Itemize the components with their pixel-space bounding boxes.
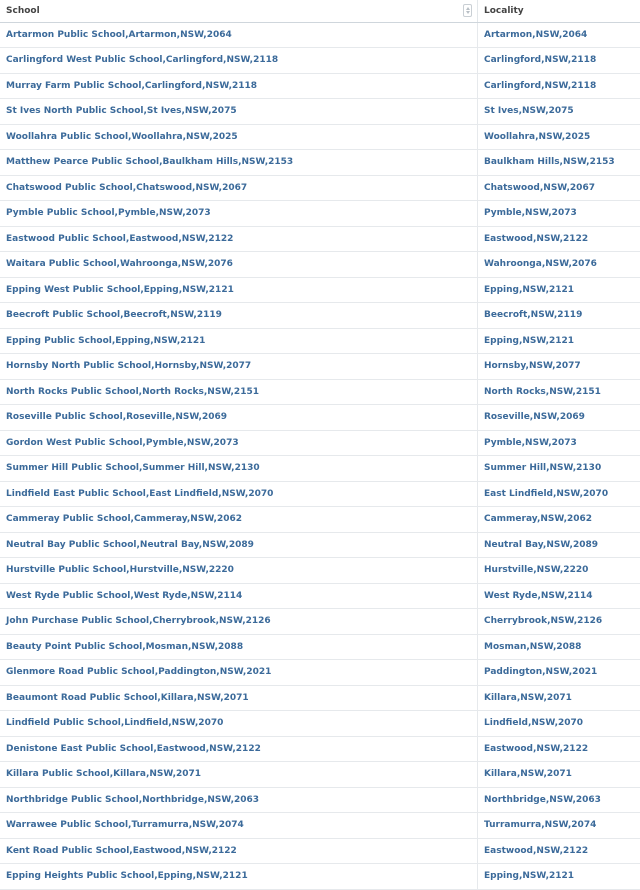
locality-cell[interactable]: Killara,NSW,2071 xyxy=(478,762,640,788)
table-row[interactable] xyxy=(0,124,640,150)
table-row[interactable] xyxy=(0,150,640,176)
school-cell[interactable]: Epping West Public School,Epping,NSW,2121 xyxy=(0,277,478,303)
column-header-school-label: School xyxy=(6,6,40,16)
table-row[interactable] xyxy=(0,252,640,278)
table-row[interactable] xyxy=(0,354,640,380)
locality-cell[interactable]: Carlingford,NSW,2118 xyxy=(478,73,640,99)
locality-cell[interactable]: Epping,NSW,2121 xyxy=(478,864,640,890)
locality-cell[interactable]: Killara,NSW,2071 xyxy=(478,685,640,711)
column-header-locality-label: Locality xyxy=(484,6,524,16)
school-cell[interactable]: Neutral Bay Public School,Neutral Bay,NSW,2089 xyxy=(0,532,478,558)
school-cell[interactable]: Warrawee Public School,Turramurra,NSW,2074 xyxy=(0,813,478,839)
locality-cell[interactable]: West Ryde,NSW,2114 xyxy=(478,583,640,609)
locality-cell[interactable]: Turramurra,NSW,2074 xyxy=(478,813,640,839)
locality-cell[interactable]: Eastwood,NSW,2122 xyxy=(478,838,640,864)
school-cell[interactable]: Matthew Pearce Public School,Baulkham Hills,NSW,2153 xyxy=(0,150,478,176)
locality-cell[interactable]: Carlingford,NSW,2118 xyxy=(478,48,640,74)
table-row[interactable] xyxy=(0,22,640,48)
locality-cell[interactable]: Pymble,NSW,2073 xyxy=(478,430,640,456)
locality-cell[interactable]: Eastwood,NSW,2122 xyxy=(478,226,640,252)
column-header-locality[interactable] xyxy=(478,0,640,22)
table-row[interactable] xyxy=(0,507,640,533)
locality-cell[interactable]: Roseville,NSW,2069 xyxy=(478,405,640,431)
locality-cell[interactable]: Lindfield,NSW,2070 xyxy=(478,711,640,737)
table-row[interactable] xyxy=(0,405,640,431)
table-row[interactable] xyxy=(0,736,640,762)
table-row[interactable] xyxy=(0,583,640,609)
table-row[interactable] xyxy=(0,277,640,303)
table-row[interactable] xyxy=(0,532,640,558)
column-header-school[interactable] xyxy=(0,0,478,22)
table-row[interactable] xyxy=(0,379,640,405)
school-cell[interactable]: Artarmon Public School,Artarmon,NSW,2064 xyxy=(0,22,478,48)
school-cell[interactable]: North Rocks Public School,North Rocks,NSW,2151 xyxy=(0,379,478,405)
table-row[interactable] xyxy=(0,711,640,737)
school-cell[interactable]: Carlingford West Public School,Carlingford,NSW,2118 xyxy=(0,48,478,74)
school-cell[interactable]: Gordon West Public School,Pymble,NSW,2073 xyxy=(0,430,478,456)
locality-cell[interactable]: North Rocks,NSW,2151 xyxy=(478,379,640,405)
locality-cell[interactable]: Woollahra,NSW,2025 xyxy=(478,124,640,150)
school-cell[interactable]: Kent Road Public School,Eastwood,NSW,2122 xyxy=(0,838,478,864)
table-row[interactable] xyxy=(0,226,640,252)
table-row[interactable] xyxy=(0,303,640,329)
table-row[interactable] xyxy=(0,481,640,507)
school-cell[interactable]: Waitara Public School,Wahroonga,NSW,2076 xyxy=(0,252,478,278)
locality-cell[interactable]: Epping,NSW,2121 xyxy=(478,277,640,303)
table-row[interactable] xyxy=(0,685,640,711)
table-body xyxy=(0,22,640,889)
table-row[interactable] xyxy=(0,430,640,456)
locality-cell[interactable]: Cherrybrook,NSW,2126 xyxy=(478,609,640,635)
locality-cell[interactable]: Beecroft,NSW,2119 xyxy=(478,303,640,329)
school-cell[interactable]: Roseville Public School,Roseville,NSW,2069 xyxy=(0,405,478,431)
table-row[interactable] xyxy=(0,48,640,74)
table-header-row xyxy=(0,0,640,22)
table-row[interactable] xyxy=(0,838,640,864)
school-cell[interactable]: Pymble Public School,Pymble,NSW,2073 xyxy=(0,201,478,227)
school-cell[interactable]: Cammeray Public School,Cammeray,NSW,2062 xyxy=(0,507,478,533)
school-cell[interactable]: Murray Farm Public School,Carlingford,NSW,2118 xyxy=(0,73,478,99)
school-cell[interactable]: Northbridge Public School,Northbridge,NSW,2063 xyxy=(0,787,478,813)
locality-cell[interactable]: Baulkham Hills,NSW,2153 xyxy=(478,150,640,176)
school-cell[interactable]: Glenmore Road Public School,Paddington,NSW,2021 xyxy=(0,660,478,686)
table-row[interactable] xyxy=(0,660,640,686)
locality-cell[interactable]: Paddington,NSW,2021 xyxy=(478,660,640,686)
table-row[interactable] xyxy=(0,787,640,813)
locality-cell[interactable]: Cammeray,NSW,2062 xyxy=(478,507,640,533)
table-row[interactable] xyxy=(0,175,640,201)
locality-cell[interactable]: Epping,NSW,2121 xyxy=(478,328,640,354)
table-row[interactable] xyxy=(0,73,640,99)
school-cell[interactable]: Lindfield East Public School,East Lindfield,NSW,2070 xyxy=(0,481,478,507)
locality-cell[interactable]: St Ives,NSW,2075 xyxy=(478,99,640,125)
locality-cell[interactable]: Chatswood,NSW,2067 xyxy=(478,175,640,201)
locality-cell[interactable]: Artarmon,NSW,2064 xyxy=(478,22,640,48)
table-row[interactable] xyxy=(0,634,640,660)
school-cell[interactable]: Killara Public School,Killara,NSW,2071 xyxy=(0,762,478,788)
table-row[interactable] xyxy=(0,456,640,482)
locality-cell[interactable]: Hurstville,NSW,2220 xyxy=(478,558,640,584)
locality-cell[interactable]: Northbridge,NSW,2063 xyxy=(478,787,640,813)
table-row[interactable] xyxy=(0,609,640,635)
school-cell[interactable]: Summer Hill Public School,Summer Hill,NSW,2130 xyxy=(0,456,478,482)
table-row[interactable] xyxy=(0,762,640,788)
locality-cell[interactable]: Eastwood,NSW,2122 xyxy=(478,736,640,762)
locality-cell[interactable]: Hornsby,NSW,2077 xyxy=(478,354,640,380)
school-cell[interactable]: West Ryde Public School,West Ryde,NSW,2114 xyxy=(0,583,478,609)
locality-cell[interactable]: Mosman,NSW,2088 xyxy=(478,634,640,660)
school-cell[interactable]: Epping Heights Public School,Epping,NSW,2121 xyxy=(0,864,478,890)
school-cell[interactable]: Lindfield Public School,Lindfield,NSW,2070 xyxy=(0,711,478,737)
sort-icon[interactable] xyxy=(463,4,472,17)
locality-cell[interactable]: Pymble,NSW,2073 xyxy=(478,201,640,227)
school-cell[interactable]: Woollahra Public School,Woollahra,NSW,2025 xyxy=(0,124,478,150)
table-row[interactable] xyxy=(0,201,640,227)
table-row[interactable] xyxy=(0,813,640,839)
school-cell[interactable]: Beaumont Road Public School,Killara,NSW,2071 xyxy=(0,685,478,711)
school-cell[interactable]: St Ives North Public School,St Ives,NSW,2075 xyxy=(0,99,478,125)
school-cell[interactable]: Hornsby North Public School,Hornsby,NSW,2077 xyxy=(0,354,478,380)
school-cell[interactable]: Beauty Point Public School,Mosman,NSW,2088 xyxy=(0,634,478,660)
school-cell[interactable]: Beecroft Public School,Beecroft,NSW,2119 xyxy=(0,303,478,329)
locality-cell[interactable]: Summer Hill,NSW,2130 xyxy=(478,456,640,482)
locality-cell[interactable]: East Lindfield,NSW,2070 xyxy=(478,481,640,507)
locality-cell[interactable]: Wahroonga,NSW,2076 xyxy=(478,252,640,278)
table-row[interactable] xyxy=(0,328,640,354)
table-row[interactable] xyxy=(0,864,640,890)
locality-cell[interactable]: Neutral Bay,NSW,2089 xyxy=(478,532,640,558)
school-cell[interactable]: Chatswood Public School,Chatswood,NSW,2067 xyxy=(0,175,478,201)
school-cell[interactable]: Hurstville Public School,Hurstville,NSW,2220 xyxy=(0,558,478,584)
school-cell[interactable]: Denistone East Public School,Eastwood,NSW,2122 xyxy=(0,736,478,762)
table-row[interactable] xyxy=(0,558,640,584)
school-cell[interactable]: Epping Public School,Epping,NSW,2121 xyxy=(0,328,478,354)
table-row[interactable] xyxy=(0,99,640,125)
school-cell[interactable]: John Purchase Public School,Cherrybrook,NSW,2126 xyxy=(0,609,478,635)
school-cell[interactable]: Eastwood Public School,Eastwood,NSW,2122 xyxy=(0,226,478,252)
